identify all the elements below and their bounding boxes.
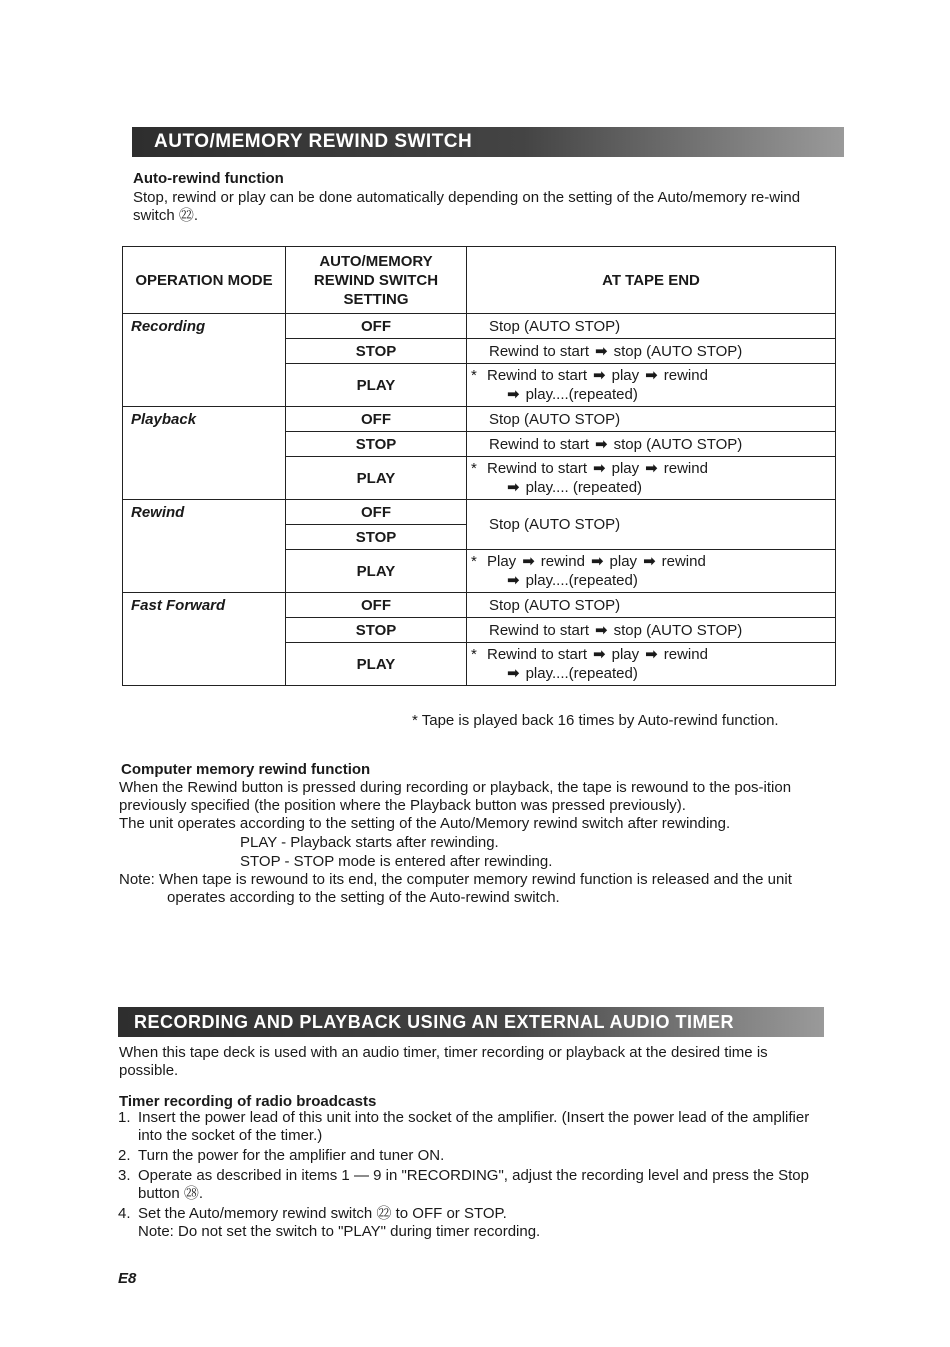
computer-memory-note: Note: When tape is rewound to its end, the computer memory rewind function is released and the unit operates according to the setting of the Auto-rewind switch. — [119, 871, 792, 906]
result-cell: * Rewind to start ➡ play ➡ rewind ➡ play.... (repeated) — [467, 457, 836, 500]
arrow-icon: ➡ — [507, 479, 520, 496]
setting-off: OFF — [286, 500, 467, 525]
result-cell: * Play ➡ rewind ➡ play ➡ rewind ➡ play....(repeated) — [467, 550, 836, 593]
mode-recording: Recording — [123, 314, 286, 407]
header-switch-setting: AUTO/MEMORY REWIND SWITCH SETTING — [286, 247, 467, 314]
setting-play: PLAY — [286, 364, 467, 407]
setting-play: PLAY — [286, 550, 467, 593]
stop-setting-desc: STOP - STOP mode is entered after rewinding. — [240, 853, 553, 870]
result-cell: Stop (AUTO STOP) — [467, 500, 836, 550]
table-header-row — [123, 247, 836, 314]
mode-fast-forward: Fast Forward — [123, 593, 286, 686]
result-cell: Rewind to start ➡ stop (AUTO STOP) — [467, 432, 836, 457]
arrow-icon: ➡ — [593, 367, 606, 384]
table-footnote: * Tape is played back 16 times by Auto-rewind function. — [412, 712, 779, 729]
step-note: Note: Do not set the switch to "PLAY" during timer recording. — [138, 1223, 541, 1240]
auto-rewind-heading: Auto-rewind function — [133, 170, 284, 187]
setting-play: PLAY — [286, 457, 467, 500]
setting-stop: STOP — [286, 339, 467, 364]
result-cell: Rewind to start ➡ stop (AUTO STOP) — [467, 339, 836, 364]
result-cell: Stop (AUTO STOP) — [467, 407, 836, 432]
setting-play: PLAY — [286, 643, 467, 686]
computer-memory-heading: Computer memory rewind function — [121, 761, 371, 778]
setting-stop: STOP — [286, 432, 467, 457]
arrow-icon: ➡ — [595, 621, 608, 639]
arrow-icon: ➡ — [507, 572, 520, 589]
page-number: E8 — [118, 1270, 137, 1287]
mode-playback: Playback — [123, 407, 286, 500]
operation-mode-table — [122, 246, 836, 686]
table-row — [123, 314, 836, 339]
timer-steps-list — [118, 1109, 828, 1243]
timer-recording-heading: Timer recording of radio broadcasts — [119, 1093, 377, 1110]
result-cell: * Rewind to start ➡ play ➡ rewind ➡ play....(repeated) — [467, 643, 836, 686]
setting-off: OFF — [286, 407, 467, 432]
arrow-icon: ➡ — [595, 435, 608, 453]
arrow-icon: ➡ — [507, 386, 520, 403]
result-cell: Rewind to start ➡ stop (AUTO STOP) — [467, 618, 836, 643]
list-item: 4. Set the Auto/memory rewind switch ㉒ to OFF or STOP. Note: Do not set the switch to "PLAY" during timer recording. — [118, 1205, 541, 1240]
arrow-icon: ➡ — [590, 553, 604, 570]
arrow-icon: ➡ — [593, 460, 606, 477]
setting-off: OFF — [286, 593, 467, 618]
mode-rewind: Rewind — [123, 500, 286, 593]
section-banner-audio-timer: RECORDING AND PLAYBACK USING AN EXTERNAL AUDIO TIMER — [118, 1007, 824, 1037]
result-cell: Stop (AUTO STOP) — [467, 593, 836, 618]
table-row — [123, 407, 836, 432]
table-row — [123, 593, 836, 618]
computer-memory-text-2: The unit operates according to the setting of the Auto/Memory rewind switch after rewinding. — [119, 815, 731, 832]
arrow-icon: ➡ — [595, 342, 608, 360]
header-at-tape-end: AT TAPE END — [467, 247, 836, 314]
arrow-icon: ➡ — [522, 553, 535, 570]
arrow-icon: ➡ — [645, 646, 658, 663]
result-cell: * Rewind to start ➡ play ➡ rewind ➡ play....(repeated) — [467, 364, 836, 407]
list-item: 1. Insert the power lead of this unit into the socket of the amplifier. (Insert the power lead of the amplifier into the socket of the timer.) — [118, 1109, 810, 1144]
setting-off: OFF — [286, 314, 467, 339]
arrow-icon: ➡ — [643, 553, 656, 570]
arrow-icon: ➡ — [645, 367, 658, 384]
setting-stop: STOP — [286, 525, 467, 550]
timer-intro-text: When this tape deck is used with an audio timer, timer recording or playback at the desired time is possible. — [119, 1044, 768, 1079]
arrow-icon: ➡ — [593, 646, 606, 663]
list-item: 2. Turn the power for the amplifier and tuner ON. — [118, 1147, 445, 1164]
table-row — [123, 500, 836, 525]
result-cell: Stop (AUTO STOP) — [467, 314, 836, 339]
arrow-icon: ➡ — [645, 460, 658, 477]
header-operation-mode: OPERATION MODE — [123, 247, 286, 314]
setting-stop: STOP — [286, 618, 467, 643]
play-setting-desc: PLAY - Playback starts after rewinding. — [240, 834, 499, 851]
arrow-icon: ➡ — [507, 665, 520, 682]
auto-rewind-text: Stop, rewind or play can be done automatically depending on the setting of the Auto/memory re-wind switch ㉒. — [133, 189, 801, 224]
list-item: 3. Operate as described in items 1 — 9 in "RECORDING", adjust the recording level and press the Stop button ㉘. — [118, 1167, 809, 1202]
section-banner-auto-memory: AUTO/MEMORY REWIND SWITCH — [132, 127, 844, 157]
computer-memory-text-1: When the Rewind button is pressed during recording or playback, the tape is rewound to the pos-ition previously specified (the position where the Playback button was pressed previously). — [119, 779, 792, 814]
